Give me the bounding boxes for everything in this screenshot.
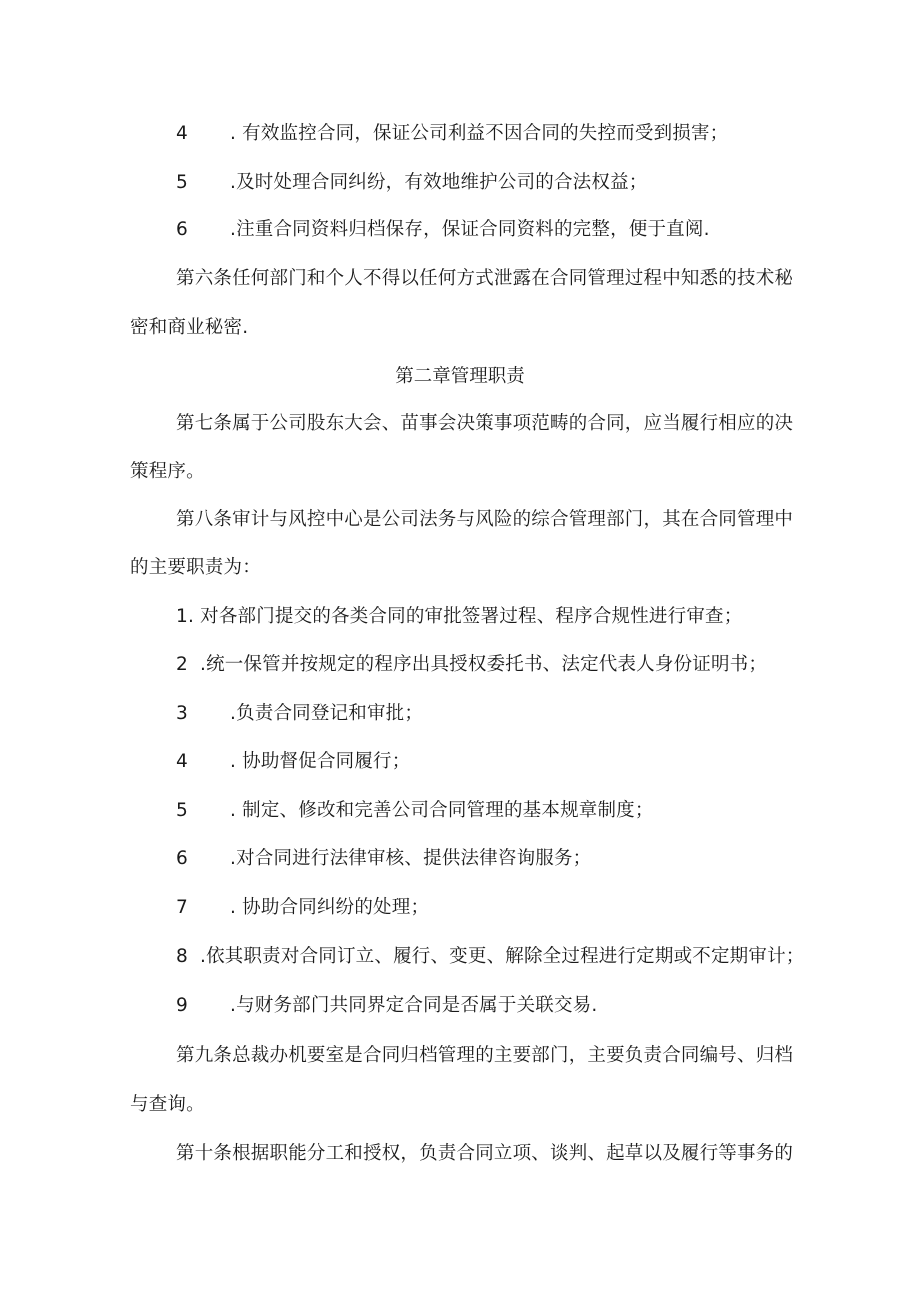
list2-item-4-number: 4 <box>176 751 188 772</box>
list2-item-9-number: 9 <box>176 995 188 1016</box>
list1-item-5-text: .及时处理合同纠纷，有效地维护公司的合法权益； <box>230 172 648 193</box>
list2-item-5-number: 5 <box>176 800 188 821</box>
article-8-line-2: 的主要职责为： <box>130 557 261 578</box>
article-7-line-1: 第七条属于公司股东大会、苗事会决策事项范畴的合同，应当履行相应的决 <box>176 413 794 434</box>
list1-item-5-number: 5 <box>176 172 188 193</box>
list1-item-4-number: 4 <box>176 123 188 144</box>
list1-item-6-text: .注重合同资料归档保存，保证合同资料的完整，便于直阅. <box>230 219 710 240</box>
chapter-2-title: 第二章管理职责 <box>395 366 525 387</box>
list2-item-3-text: .负责合同登记和审批； <box>230 703 424 724</box>
article-9-line-1: 第九条总裁办机要室是合同归档管理的主要部门，主要负责合同编号、归档 <box>176 1045 794 1066</box>
list2-item-6-number: 6 <box>176 848 188 869</box>
list2-item-5-text: . 制定、修改和完善公司合同管理的基本规章制度； <box>230 800 654 821</box>
list2-item-4-text: . 协助督促合同履行； <box>230 751 411 772</box>
list2-item-1-text: 1. 对各部门提交的各类合同的审批签署过程、程序合规性进行审查； <box>176 606 743 627</box>
list2-item-8-text: .依其职责对合同订立、履行、变更、解除全过程进行定期或不定期审计； <box>200 946 805 967</box>
article-8-line-1: 第八条审计与风控中心是公司法务与风险的综合管理部门，其在合同管理中 <box>176 509 794 530</box>
list2-item-7-text: . 协助合同纠纷的处理； <box>230 897 430 918</box>
list2-item-2-number: 2 <box>176 654 188 675</box>
list1-item-4-text: . 有效监控合同，保证公司利益不因合同的失控而受到损害； <box>230 123 729 144</box>
list2-item-9-text: .与财务部门共同界定合同是否属于关联交易. <box>230 995 598 1016</box>
list2-item-7-number: 7 <box>176 897 188 918</box>
list2-item-8-number: 8 <box>176 946 188 967</box>
list2-item-6-text: .对合同进行法律审核、提供法律咨询服务； <box>230 848 592 869</box>
article-9-line-2: 与查询。 <box>130 1094 205 1115</box>
article-6-line-1: 第六条任何部门和个人不得以任何方式泄露在合同管理过程中知悉的技术秘 <box>176 268 794 289</box>
list2-item-2-text: .统一保管并按规定的程序出具授权委托书、法定代表人身份证明书； <box>200 654 768 675</box>
article-6-line-2: 密和商业秘密. <box>130 317 249 338</box>
list1-item-6-number: 6 <box>176 219 188 240</box>
list2-item-3-number: 3 <box>176 703 188 724</box>
article-7-line-2: 策程序。 <box>130 461 205 482</box>
article-10-line-1: 第十条根据职能分工和授权，负责合同立项、谈判、起草以及履行等事务的 <box>176 1143 794 1164</box>
